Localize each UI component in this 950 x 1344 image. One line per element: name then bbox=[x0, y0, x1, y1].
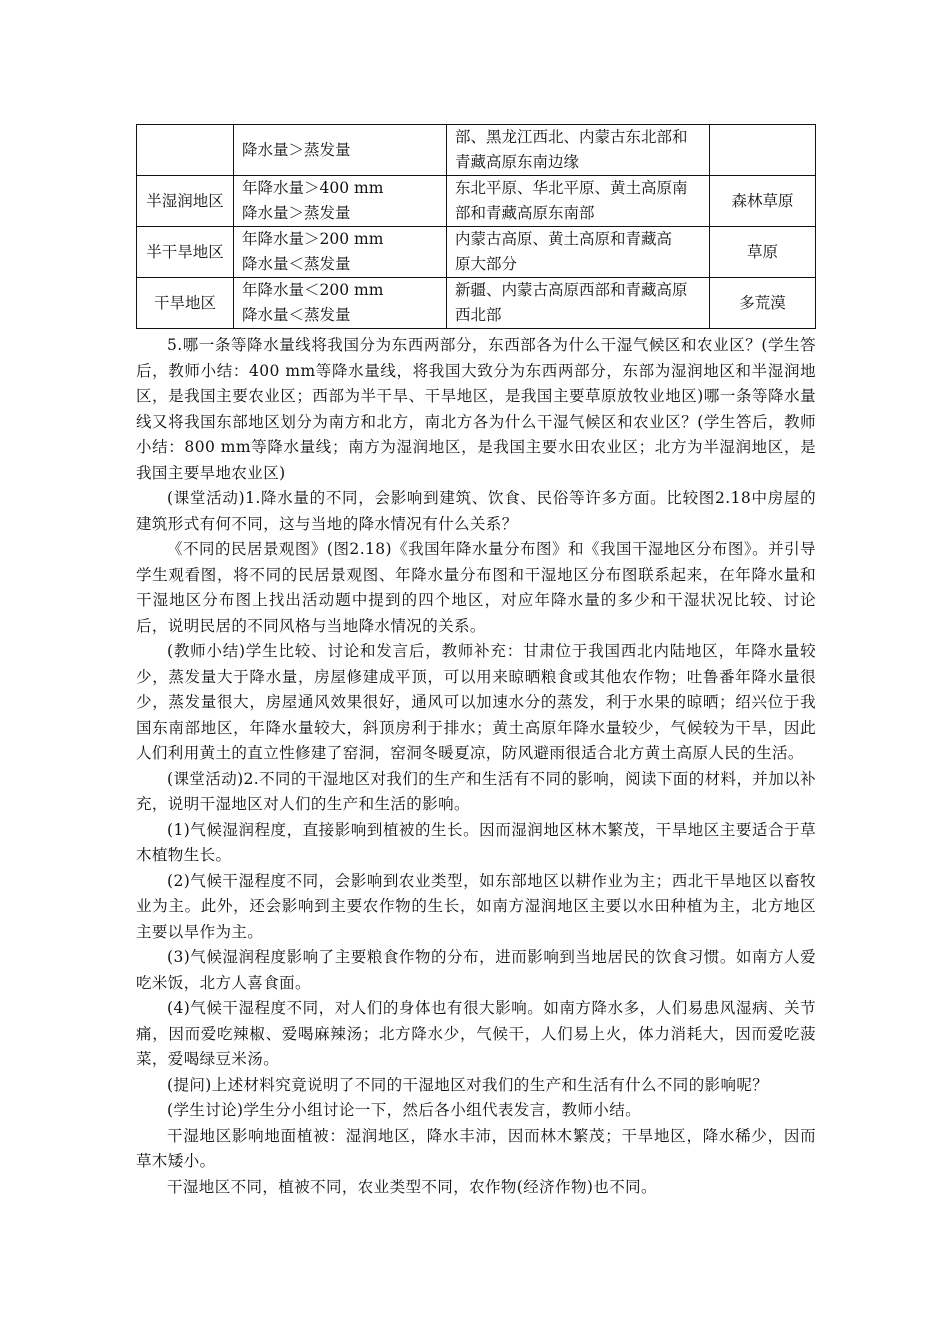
region-cell: 半湿润地区 bbox=[137, 176, 234, 227]
distribution-cell: 内蒙古高原、黄土高原和青藏高 原大部分 bbox=[447, 227, 710, 278]
lesson-body-text bbox=[136, 333, 816, 1200]
table-row bbox=[137, 278, 816, 329]
paragraph: 《不同的民居景观图》(图2.18)《我国年降水量分布图》和《我国干湿地区分布图》。并引导学生观看图，将不同的民居景观图、年降水量分布图和干湿地区分布图联系起来，在年降水量和干湿地区分布图上找出活动题中提到的四个地区，对应年降水量的多少和干湿状况比较、讨论后，说明民居的不同风格与当地降水情况的关系。 bbox=[136, 540, 816, 635]
condition-cell: 年降水量＞400 mm 降水量＞蒸发量 bbox=[234, 176, 447, 227]
region-cell bbox=[137, 125, 234, 176]
paragraph: (3)气候湿润程度影响了主要粮食作物的分布，进而影响到当地居民的饮食习惯。如南方人爱吃米饭，北方人喜食面。 bbox=[136, 948, 816, 992]
table-row bbox=[137, 176, 816, 227]
paragraph: 干湿地区不同，植被不同，农业类型不同，农作物(经济作物)也不同。 bbox=[167, 1177, 657, 1196]
vegetation-cell: 多荒漠 bbox=[710, 278, 816, 329]
paragraph: (学生讨论)学生分小组讨论一下，然后各小组代表发言，教师小结。 bbox=[167, 1101, 641, 1119]
table-row bbox=[137, 227, 816, 278]
paragraph: (课堂活动)2.不同的干湿地区对我们的生产和生活有不同的影响，阅读下面的材料，并加以补充，说明干湿地区对人们的生产和生活的影响。 bbox=[136, 769, 816, 813]
dry-wet-region-table bbox=[136, 124, 816, 329]
vegetation-cell: 森林草原 bbox=[710, 176, 816, 227]
paragraph: (2)气候干湿程度不同，会影响到农业类型，如东部地区以耕作业为主；西北干旱地区以畜牧业为主。此外，还会影响到主要农作物的生长，如南方湿润地区主要以水田种植为主，北方地区主要以旱作为主。 bbox=[136, 871, 816, 941]
vegetation-cell: 草原 bbox=[710, 227, 816, 278]
paragraph: (提问)上述材料究竟说明了不同的干湿地区对我们的生产和生活有什么不同的影响呢？ bbox=[167, 1075, 769, 1094]
region-cell: 半干旱地区 bbox=[137, 227, 234, 278]
paragraph: (4)气候干湿程度不同，对人们的身体也有很大影响。如南方降水多，人们易患风湿病、关节痛，因而爱吃辣椒、爱喝麻辣汤；北方降水少，气候干，人们易上火，体力消耗大，因而爱吃菠菜，爱喝绿豆米汤。 bbox=[136, 999, 816, 1068]
paragraph: (课堂活动)1.降水量的不同，会影响到建筑、饮食、民俗等许多方面。比较图2.18中房屋的建筑形式有何不同，这与当地的降水情况有什么关系？ bbox=[136, 489, 816, 533]
paragraph: (1)气候湿润程度，直接影响到植被的生长。因而湿润地区林木繁茂，干旱地区主要适合于草木植物生长。 bbox=[136, 820, 816, 864]
condition-cell: 年降水量＜200 mm 降水量＜蒸发量 bbox=[234, 278, 447, 329]
paragraph: 干湿地区影响地面植被：湿润地区，降水丰沛，因而林木繁茂；干旱地区，降水稀少，因而草木矮小。 bbox=[136, 1126, 816, 1170]
document-page bbox=[136, 124, 816, 1200]
condition-cell: 年降水量＞200 mm 降水量＜蒸发量 bbox=[234, 227, 447, 278]
paragraph: (教师小结)学生比较、讨论和发言后，教师补充：甘肃位于我国西北内陆地区，年降水量较少，蒸发量大于降水量，房屋修建成平顶，可以用来晾晒粮食或其他农作物；吐鲁番年降水量很少，蒸发量很大，房屋通风效果很好，通风可以加速水分的蒸发，利于水果的晾晒；绍兴位于我国东南部地区，年降水量较大，斜顶房利于排水；黄土高原年降水量较少，气候较为干旱，因此人们利用黄土的直立性修建了窑洞，窑洞冬暖夏凉，防风避雨很适合北方黄土高原人民的生活。 bbox=[136, 642, 816, 762]
distribution-cell: 东北平原、华北平原、黄土高原南 部和青藏高原东南部 bbox=[447, 176, 710, 227]
region-cell: 干旱地区 bbox=[137, 278, 234, 329]
condition-cell: 降水量＞蒸发量 bbox=[234, 125, 447, 176]
distribution-cell: 部、黑龙江西北、内蒙古东北部和 青藏高原东南边缘 bbox=[447, 125, 710, 176]
distribution-cell: 新疆、内蒙古高原西部和青藏高原 西北部 bbox=[447, 278, 710, 329]
table-row bbox=[137, 125, 816, 176]
vegetation-cell bbox=[710, 125, 816, 176]
paragraph: 5.哪一条等降水量线将我国分为东西两部分，东西部各为什么干湿气候区和农业区？(学生答后，教师小结：400 mm等降水量线，将我国大致分为东西两部分，东部为湿润地区和半湿润地区，是我国主要农业区；西部为半干旱、干旱地区，是我国主要草原放牧业地区)哪一条等降水量线又将我国东部地区划分为南方和北方，南北方各为什么干湿气候区和农业区？(学生答后，教师小结：800 mm等降水量线；南方为湿润地区，是我国主要水田农业区；北方为半湿润地区，是我国主要旱地农业区) bbox=[136, 336, 816, 482]
